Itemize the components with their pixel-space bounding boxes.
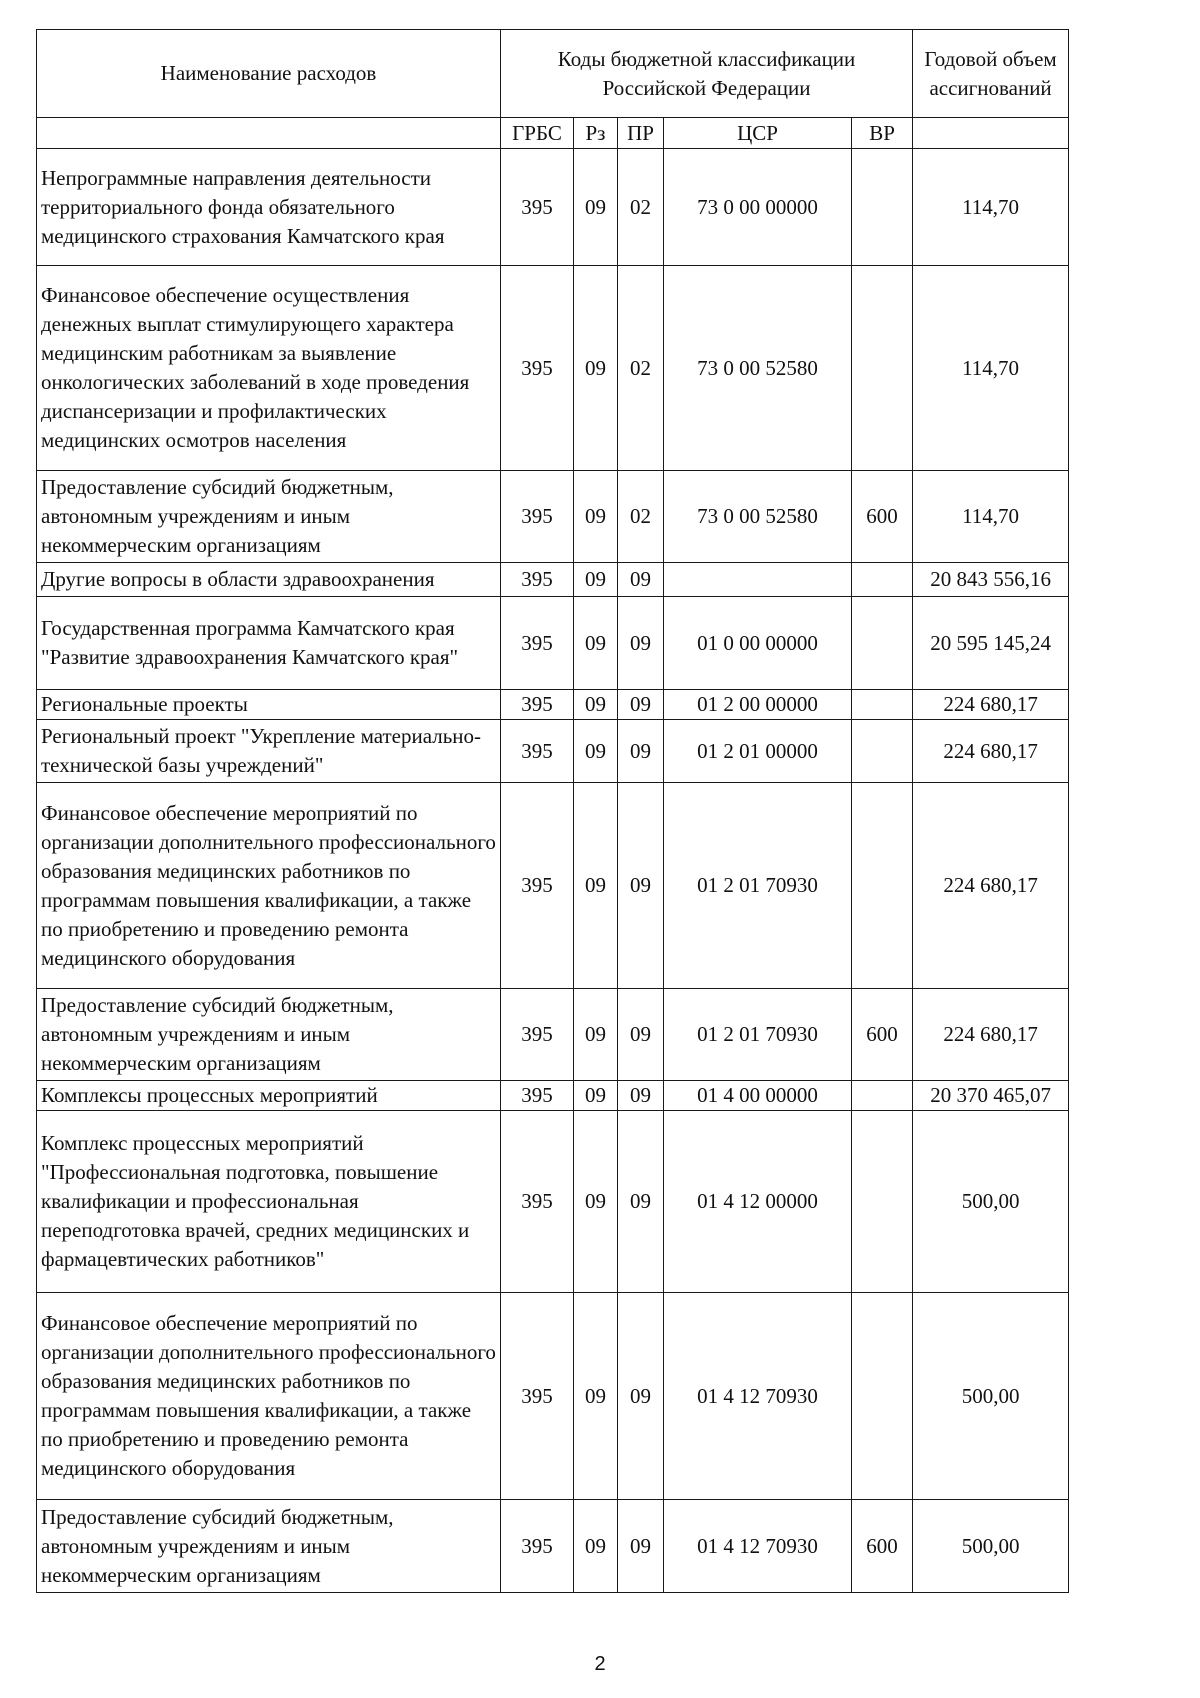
row-amount: 500,00 — [913, 1500, 1069, 1593]
row-csr — [664, 563, 852, 597]
row-rz: 09 — [574, 1081, 618, 1111]
row-name: Региональный проект "Укрепление материально-технической базы учреждений" — [37, 720, 501, 783]
row-amount: 500,00 — [913, 1293, 1069, 1500]
row-grbs: 395 — [501, 1111, 574, 1293]
row-rz: 09 — [574, 149, 618, 266]
row-pr: 09 — [618, 783, 664, 989]
subheader-empty — [37, 118, 501, 149]
row-grbs: 395 — [501, 597, 574, 690]
table-row — [37, 1500, 1069, 1593]
row-csr: 01 4 12 70930 — [664, 1500, 852, 1593]
row-vr — [852, 783, 913, 989]
row-pr: 02 — [618, 149, 664, 266]
table-row — [37, 690, 1069, 720]
row-name: Региональные проекты — [37, 690, 501, 720]
row-amount: 114,70 — [913, 266, 1069, 471]
row-amount: 224 680,17 — [913, 989, 1069, 1081]
row-csr: 01 0 00 00000 — [664, 597, 852, 690]
row-name: Финансовое обеспечение мероприятий по организации дополнительного профессионального образования медицинских работников по программам повышения квалификации, а также по приобретению и проведению ремонта медицинского оборудования — [37, 783, 501, 989]
table-row — [37, 1081, 1069, 1111]
header-name: Наименование расходов — [37, 30, 501, 118]
row-vr — [852, 597, 913, 690]
row-pr: 09 — [618, 720, 664, 783]
subheader-vr: ВР — [852, 118, 913, 149]
row-name: Предоставление субсидий бюджетным, автономным учреждениям и иным некоммерческим организациям — [37, 471, 501, 563]
subheader-volume-empty — [913, 118, 1069, 149]
row-amount: 224 680,17 — [913, 690, 1069, 720]
row-rz: 09 — [574, 720, 618, 783]
row-csr: 73 0 00 00000 — [664, 149, 852, 266]
row-pr: 09 — [618, 563, 664, 597]
row-amount: 20 370 465,07 — [913, 1081, 1069, 1111]
table-row — [37, 597, 1069, 690]
row-name: Комплекс процессных мероприятий "Профессиональная подготовка, повышение квалификации и профессиональная переподготовка врачей, средних медицинских и фармацевтических работников" — [37, 1111, 501, 1293]
row-rz: 09 — [574, 783, 618, 989]
table-row — [37, 1293, 1069, 1500]
row-pr: 09 — [618, 1081, 664, 1111]
row-amount: 114,70 — [913, 471, 1069, 563]
row-grbs: 395 — [501, 783, 574, 989]
row-grbs: 395 — [501, 1500, 574, 1593]
row-vr — [852, 1111, 913, 1293]
table-row — [37, 266, 1069, 471]
row-vr — [852, 1081, 913, 1111]
row-rz: 09 — [574, 597, 618, 690]
row-csr: 01 4 12 70930 — [664, 1293, 852, 1500]
row-name: Предоставление субсидий бюджетным, автономным учреждениям и иным некоммерческим организациям — [37, 1500, 501, 1593]
row-name: Государственная программа Камчатского края "Развитие здравоохранения Камчатского края" — [37, 597, 501, 690]
row-grbs: 395 — [501, 149, 574, 266]
table-row — [37, 471, 1069, 563]
row-rz: 09 — [574, 266, 618, 471]
row-pr: 09 — [618, 597, 664, 690]
row-csr: 01 2 01 70930 — [664, 989, 852, 1081]
subheader-pr: ПР — [618, 118, 664, 149]
row-csr: 01 2 01 70930 — [664, 783, 852, 989]
row-csr: 73 0 00 52580 — [664, 266, 852, 471]
row-grbs: 395 — [501, 720, 574, 783]
row-rz: 09 — [574, 690, 618, 720]
row-pr: 09 — [618, 989, 664, 1081]
subheader-grbs: ГРБС — [501, 118, 574, 149]
row-name: Комплексы процессных мероприятий — [37, 1081, 501, 1111]
row-csr: 01 2 00 00000 — [664, 690, 852, 720]
row-name: Непрограммные направления деятельности территориального фонда обязательного медицинского страхования Камчатского края — [37, 149, 501, 266]
table-row — [37, 1111, 1069, 1293]
header-volume: Годовой объем ассигнований — [913, 30, 1069, 118]
row-rz: 09 — [574, 989, 618, 1081]
row-vr — [852, 690, 913, 720]
row-pr: 02 — [618, 266, 664, 471]
row-grbs: 395 — [501, 690, 574, 720]
subheader-csr: ЦСР — [664, 118, 852, 149]
row-amount: 224 680,17 — [913, 783, 1069, 989]
row-pr: 09 — [618, 1293, 664, 1500]
row-pr: 09 — [618, 1111, 664, 1293]
header-codes: Коды бюджетной классификации Российской Федерации — [501, 30, 913, 118]
row-vr — [852, 563, 913, 597]
row-vr — [852, 1293, 913, 1500]
row-vr: 600 — [852, 471, 913, 563]
row-vr — [852, 266, 913, 471]
row-rz: 09 — [574, 1500, 618, 1593]
row-rz: 09 — [574, 471, 618, 563]
row-rz: 09 — [574, 563, 618, 597]
row-name: Финансовое обеспечение осуществления денежных выплат стимулирующего характера медицинским работникам за выявление онкологических заболеваний в ходе проведения диспансеризации и профилактических медицинских осмотров населения — [37, 266, 501, 471]
budget-table — [36, 29, 1069, 1593]
row-csr: 01 4 12 00000 — [664, 1111, 852, 1293]
row-pr: 02 — [618, 471, 664, 563]
row-csr: 01 4 00 00000 — [664, 1081, 852, 1111]
row-vr: 600 — [852, 1500, 913, 1593]
row-grbs: 395 — [501, 989, 574, 1081]
subheader-rz: Рз — [574, 118, 618, 149]
row-vr: 600 — [852, 989, 913, 1081]
row-csr: 73 0 00 52580 — [664, 471, 852, 563]
row-amount: 500,00 — [913, 1111, 1069, 1293]
row-pr: 09 — [618, 1500, 664, 1593]
row-vr — [852, 720, 913, 783]
row-amount: 20 595 145,24 — [913, 597, 1069, 690]
row-grbs: 395 — [501, 471, 574, 563]
row-grbs: 395 — [501, 563, 574, 597]
row-csr: 01 2 01 00000 — [664, 720, 852, 783]
row-grbs: 395 — [501, 1293, 574, 1500]
table-row — [37, 149, 1069, 266]
table-row — [37, 783, 1069, 989]
row-name: Другие вопросы в области здравоохранения — [37, 563, 501, 597]
row-grbs: 395 — [501, 1081, 574, 1111]
row-name: Финансовое обеспечение мероприятий по организации дополнительного профессионального образования медицинских работников по программам повышения квалификации, а также по приобретению и проведению ремонта медицинского оборудования — [37, 1293, 501, 1500]
row-grbs: 395 — [501, 266, 574, 471]
row-vr — [852, 149, 913, 266]
table-row — [37, 720, 1069, 783]
row-amount: 224 680,17 — [913, 720, 1069, 783]
table-row — [37, 563, 1069, 597]
table-row — [37, 989, 1069, 1081]
row-pr: 09 — [618, 690, 664, 720]
row-amount: 114,70 — [913, 149, 1069, 266]
row-rz: 09 — [574, 1293, 618, 1500]
row-rz: 09 — [574, 1111, 618, 1293]
page-number: 2 — [594, 1653, 606, 1675]
row-name: Предоставление субсидий бюджетным, автономным учреждениям и иным некоммерческим организациям — [37, 989, 501, 1081]
row-amount: 20 843 556,16 — [913, 563, 1069, 597]
